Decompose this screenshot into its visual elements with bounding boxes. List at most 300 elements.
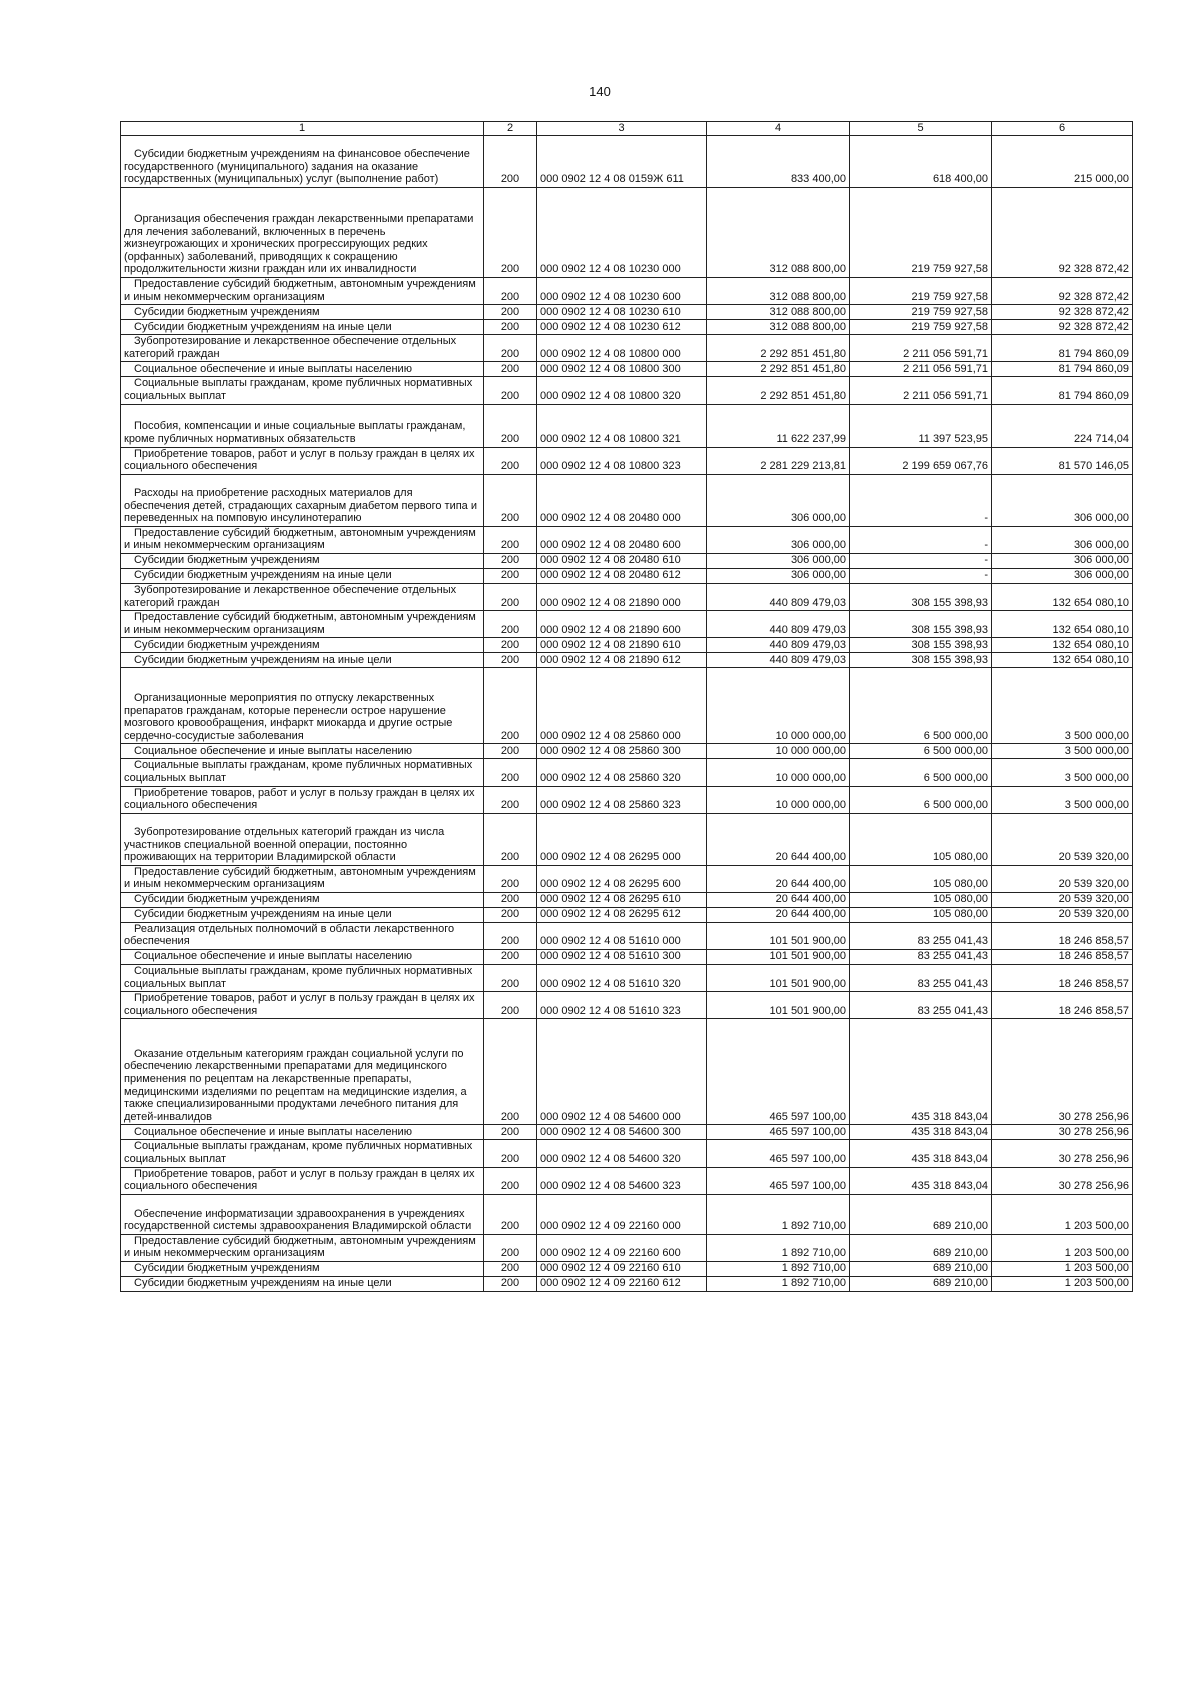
table-row — [121, 1140, 1133, 1167]
row-unexecuted-amount: 20 539 320,00 — [992, 892, 1133, 907]
row-name-text: Субсидии бюджетным учреждениям на иные цели — [134, 1277, 392, 1290]
table-row — [121, 1194, 1133, 1234]
row-unexecuted-amount: 30 278 256,96 — [992, 1019, 1133, 1125]
row-budget-code: 000 0902 12 4 08 54600 320 — [537, 1140, 707, 1167]
row-approved-amount: 306 000,00 — [707, 474, 850, 526]
row-budget-code: 000 0902 12 4 08 20480 610 — [537, 553, 707, 568]
row-unexecuted-amount: 132 654 080,10 — [992, 611, 1133, 638]
row-code: 200 — [484, 568, 537, 583]
table-row — [121, 865, 1133, 892]
row-unexecuted-amount: 306 000,00 — [992, 526, 1133, 553]
row-executed-amount: 308 155 398,93 — [850, 638, 992, 653]
table-row — [121, 305, 1133, 320]
row-code: 200 — [484, 1234, 537, 1261]
row-name — [121, 188, 484, 278]
row-executed-amount: 435 318 843,04 — [850, 1125, 992, 1140]
row-name-text: Социальное обеспечение и иные выплаты населению — [134, 362, 412, 375]
row-unexecuted-amount: 92 328 872,42 — [992, 305, 1133, 320]
row-approved-amount: 11 622 237,99 — [707, 404, 850, 447]
table-row — [121, 965, 1133, 992]
column-header: 1 — [121, 122, 484, 136]
row-executed-amount: 6 500 000,00 — [850, 759, 992, 786]
row-name — [121, 447, 484, 474]
table-row — [121, 638, 1133, 653]
row-executed-amount: 2 211 056 591,71 — [850, 335, 992, 362]
table-row — [121, 813, 1133, 865]
row-name — [121, 335, 484, 362]
row-approved-amount: 440 809 479,03 — [707, 638, 850, 653]
row-name-text: Субсидии бюджетным учреждениям на иные цели — [134, 908, 392, 921]
row-approved-amount: 440 809 479,03 — [707, 653, 850, 668]
row-approved-amount: 2 281 229 213,81 — [707, 447, 850, 474]
row-unexecuted-amount: 18 246 858,57 — [992, 922, 1133, 949]
row-approved-amount: 440 809 479,03 — [707, 583, 850, 610]
row-budget-code: 000 0902 12 4 08 26295 600 — [537, 865, 707, 892]
row-name-text: Предоставление субсидий бюджетным, автономным учреждениям и иным некоммерческим организациям — [124, 1234, 476, 1260]
row-code: 200 — [484, 922, 537, 949]
row-budget-code: 000 0902 12 4 08 25860 000 — [537, 668, 707, 744]
row-code: 200 — [484, 474, 537, 526]
row-approved-amount: 101 501 900,00 — [707, 965, 850, 992]
row-approved-amount: 1 892 710,00 — [707, 1277, 850, 1292]
row-name-text: Зубопротезирование отдельных категорий граждан из числа участников специальной военной операции, постоянно проживающих на территории Владимирской области — [124, 825, 445, 864]
row-name-text: Предоставление субсидий бюджетным, автономным учреждениям и иным некоммерческим организациям — [124, 865, 476, 891]
column-header: 3 — [537, 122, 707, 136]
row-budget-code: 000 0902 12 4 08 54600 000 — [537, 1019, 707, 1125]
column-header: 2 — [484, 122, 537, 136]
row-approved-amount: 1 892 710,00 — [707, 1194, 850, 1234]
row-approved-amount: 465 597 100,00 — [707, 1019, 850, 1125]
row-code: 200 — [484, 526, 537, 553]
table-row — [121, 668, 1133, 744]
row-name — [121, 786, 484, 813]
row-executed-amount: 308 155 398,93 — [850, 583, 992, 610]
row-name — [121, 907, 484, 922]
row-name — [121, 583, 484, 610]
row-budget-code: 000 0902 12 4 08 26295 610 — [537, 892, 707, 907]
row-budget-code: 000 0902 12 4 08 51610 300 — [537, 950, 707, 965]
row-executed-amount: 219 759 927,58 — [850, 320, 992, 335]
row-unexecuted-amount: 3 500 000,00 — [992, 759, 1133, 786]
row-name-text: Приобретение товаров, работ и услуг в пользу граждан в целях их социального обеспечения — [124, 447, 475, 473]
budget-table — [120, 121, 1133, 1292]
row-name — [121, 305, 484, 320]
row-executed-amount: 83 255 041,43 — [850, 992, 992, 1019]
row-name-text: Расходы на приобретение расходных материалов для обеспечения детей, страдающих сахарным диабетом первого типа и переведенных на помповую инсулинотерапию — [124, 486, 477, 525]
row-code: 200 — [484, 744, 537, 759]
row-executed-amount: 219 759 927,58 — [850, 188, 992, 278]
row-approved-amount: 10 000 000,00 — [707, 668, 850, 744]
row-approved-amount: 465 597 100,00 — [707, 1140, 850, 1167]
row-name — [121, 611, 484, 638]
row-name — [121, 1167, 484, 1194]
row-approved-amount: 20 644 400,00 — [707, 865, 850, 892]
row-name — [121, 965, 484, 992]
row-unexecuted-amount: 132 654 080,10 — [992, 638, 1133, 653]
row-approved-amount: 833 400,00 — [707, 136, 850, 188]
row-unexecuted-amount: 81 570 146,05 — [992, 447, 1133, 474]
row-name — [121, 553, 484, 568]
row-approved-amount: 2 292 851 451,80 — [707, 377, 850, 404]
row-approved-amount: 2 292 851 451,80 — [707, 335, 850, 362]
row-approved-amount: 10 000 000,00 — [707, 759, 850, 786]
row-code: 200 — [484, 1167, 537, 1194]
row-budget-code: 000 0902 12 4 08 26295 000 — [537, 813, 707, 865]
row-budget-code: 000 0902 12 4 08 26295 612 — [537, 907, 707, 922]
row-approved-amount: 101 501 900,00 — [707, 950, 850, 965]
row-code: 200 — [484, 892, 537, 907]
row-name — [121, 1194, 484, 1234]
row-unexecuted-amount: 92 328 872,42 — [992, 320, 1133, 335]
row-name-text: Предоставление субсидий бюджетным, автономным учреждениям и иным некоммерческим организациям — [124, 611, 476, 636]
row-executed-amount: 83 255 041,43 — [850, 950, 992, 965]
row-budget-code: 000 0902 12 4 08 20480 612 — [537, 568, 707, 583]
row-unexecuted-amount: 306 000,00 — [992, 474, 1133, 526]
row-name-text: Субсидии бюджетным учреждениям — [134, 554, 320, 567]
row-name-text: Социальные выплаты гражданам, кроме публичных нормативных социальных выплат — [124, 759, 473, 784]
row-unexecuted-amount: 20 539 320,00 — [992, 865, 1133, 892]
row-name-text: Оказание отдельным категориям граждан социальной услуги по обеспечению лекарственными препаратами для медицинского применения по рецептам на лекарственные препараты, медицинскими изделиями по рецептам на медицинские изделия, а также специализированными продуктами лечебного питания для детей-инвалидов — [124, 1047, 467, 1123]
row-approved-amount: 306 000,00 — [707, 568, 850, 583]
row-name-text: Субсидии бюджетным учреждениям на иные цели — [134, 653, 392, 666]
row-approved-amount: 10 000 000,00 — [707, 744, 850, 759]
row-name — [121, 892, 484, 907]
column-header: 4 — [707, 122, 850, 136]
row-code: 200 — [484, 1019, 537, 1125]
row-unexecuted-amount: 306 000,00 — [992, 553, 1133, 568]
row-executed-amount: 105 080,00 — [850, 907, 992, 922]
row-budget-code: 000 0902 12 4 08 10800 320 — [537, 377, 707, 404]
row-name-text: Социальные выплаты гражданам, кроме публичных нормативных социальных выплат — [124, 377, 473, 402]
row-code: 200 — [484, 320, 537, 335]
row-executed-amount: 435 318 843,04 — [850, 1140, 992, 1167]
row-unexecuted-amount: 132 654 080,10 — [992, 583, 1133, 610]
row-unexecuted-amount: 1 203 500,00 — [992, 1194, 1133, 1234]
row-code: 200 — [484, 965, 537, 992]
row-name-text: Социальное обеспечение и иные выплаты населению — [134, 950, 412, 963]
row-executed-amount: 6 500 000,00 — [850, 744, 992, 759]
row-code: 200 — [484, 638, 537, 653]
row-code: 200 — [484, 907, 537, 922]
row-budget-code: 000 0902 12 4 08 10800 300 — [537, 362, 707, 377]
row-code: 200 — [484, 377, 537, 404]
row-name-text: Социальные выплаты гражданам, кроме публичных нормативных социальных выплат — [124, 965, 473, 990]
table-row — [121, 759, 1133, 786]
row-budget-code: 000 0902 12 4 08 25860 320 — [537, 759, 707, 786]
row-code: 200 — [484, 813, 537, 865]
table-row — [121, 526, 1133, 553]
row-budget-code: 000 0902 12 4 08 51610 323 — [537, 992, 707, 1019]
row-name — [121, 1125, 484, 1140]
row-name — [121, 362, 484, 377]
row-budget-code: 000 0902 12 4 08 51610 000 — [537, 922, 707, 949]
row-budget-code: 000 0902 12 4 08 25860 300 — [537, 744, 707, 759]
table-row — [121, 188, 1133, 278]
row-name — [121, 1277, 484, 1292]
table-row — [121, 362, 1133, 377]
row-name — [121, 865, 484, 892]
row-executed-amount: 435 318 843,04 — [850, 1019, 992, 1125]
row-unexecuted-amount: 306 000,00 — [992, 568, 1133, 583]
row-budget-code: 000 0902 12 4 08 20480 600 — [537, 526, 707, 553]
row-budget-code: 000 0902 12 4 08 21890 612 — [537, 653, 707, 668]
row-unexecuted-amount: 18 246 858,57 — [992, 965, 1133, 992]
row-budget-code: 000 0902 12 4 08 10800 323 — [537, 447, 707, 474]
row-name-text: Предоставление субсидий бюджетным, автономным учреждениям и иным некоммерческим организациям — [124, 526, 476, 552]
column-header: 5 — [850, 122, 992, 136]
row-budget-code: 000 0902 12 4 08 10230 612 — [537, 320, 707, 335]
row-code: 200 — [484, 335, 537, 362]
column-header: 6 — [992, 122, 1133, 136]
row-approved-amount: 312 088 800,00 — [707, 320, 850, 335]
row-executed-amount: 308 155 398,93 — [850, 611, 992, 638]
row-approved-amount: 10 000 000,00 — [707, 786, 850, 813]
row-approved-amount: 1 892 710,00 — [707, 1234, 850, 1261]
row-code: 200 — [484, 136, 537, 188]
row-code: 200 — [484, 865, 537, 892]
table-row — [121, 447, 1133, 474]
row-approved-amount: 101 501 900,00 — [707, 922, 850, 949]
row-name-text: Социальное обеспечение и иные выплаты населению — [134, 1125, 412, 1138]
row-name — [121, 526, 484, 553]
row-executed-amount: 83 255 041,43 — [850, 965, 992, 992]
table-row — [121, 377, 1133, 404]
table-row — [121, 136, 1133, 188]
row-budget-code: 000 0902 12 4 09 22160 600 — [537, 1234, 707, 1261]
row-executed-amount: 11 397 523,95 — [850, 404, 992, 447]
row-executed-amount: 308 155 398,93 — [850, 653, 992, 668]
row-name — [121, 1019, 484, 1125]
row-name-text: Социальные выплаты гражданам, кроме публичных нормативных социальных выплат — [124, 1140, 473, 1166]
table-row — [121, 922, 1133, 949]
row-name — [121, 922, 484, 949]
row-unexecuted-amount: 92 328 872,42 — [992, 278, 1133, 305]
row-approved-amount: 20 644 400,00 — [707, 892, 850, 907]
row-executed-amount: 2 211 056 591,71 — [850, 377, 992, 404]
row-unexecuted-amount: 3 500 000,00 — [992, 668, 1133, 744]
row-executed-amount: 105 080,00 — [850, 892, 992, 907]
row-approved-amount: 306 000,00 — [707, 553, 850, 568]
row-name-text: Субсидии бюджетным учреждениям на финансовое обеспечение государственного (муниципального) задания на оказание государственных (муниципальных) услуг (выполнение работ) — [124, 148, 470, 186]
row-unexecuted-amount: 81 794 860,09 — [992, 335, 1133, 362]
row-name — [121, 1140, 484, 1167]
row-name-text: Зубопротезирование и лекарственное обеспечение отдельных категорий граждан — [124, 583, 457, 609]
row-name — [121, 992, 484, 1019]
table-row — [121, 583, 1133, 610]
row-executed-amount: 219 759 927,58 — [850, 305, 992, 320]
row-name — [121, 377, 484, 404]
row-code: 200 — [484, 583, 537, 610]
table-row — [121, 744, 1133, 759]
row-approved-amount: 312 088 800,00 — [707, 188, 850, 278]
row-code: 200 — [484, 668, 537, 744]
table-row — [121, 335, 1133, 362]
row-executed-amount: - — [850, 526, 992, 553]
row-approved-amount: 20 644 400,00 — [707, 907, 850, 922]
row-executed-amount: 435 318 843,04 — [850, 1167, 992, 1194]
row-name — [121, 744, 484, 759]
row-name — [121, 653, 484, 668]
row-budget-code: 000 0902 12 4 08 0159Ж 611 — [537, 136, 707, 188]
row-code: 200 — [484, 447, 537, 474]
row-code: 200 — [484, 950, 537, 965]
row-name — [121, 404, 484, 447]
row-executed-amount: 618 400,00 — [850, 136, 992, 188]
row-executed-amount: 2 211 056 591,71 — [850, 362, 992, 377]
table-row — [121, 611, 1133, 638]
row-executed-amount: 6 500 000,00 — [850, 786, 992, 813]
row-unexecuted-amount: 3 500 000,00 — [992, 786, 1133, 813]
row-executed-amount: - — [850, 474, 992, 526]
table-row — [121, 1277, 1133, 1292]
row-budget-code: 000 0902 12 4 08 21890 610 — [537, 638, 707, 653]
row-code: 200 — [484, 1194, 537, 1234]
row-name-text: Организационные мероприятия по отпуску лекарственных препаратов гражданам, которые перенесли острое нарушение мозгового кровообращения, инфаркт миокарда и другие острые сердечно-сосудистые заболевания — [124, 691, 453, 742]
row-name-text: Зубопротезирование и лекарственное обеспечение отдельных категорий граждан — [124, 335, 457, 360]
table-row — [121, 950, 1133, 965]
row-name — [121, 813, 484, 865]
table-row — [121, 404, 1133, 447]
table-row — [121, 1262, 1133, 1277]
row-executed-amount: 83 255 041,43 — [850, 922, 992, 949]
row-unexecuted-amount: 224 714,04 — [992, 404, 1133, 447]
row-budget-code: 000 0902 12 4 08 10230 600 — [537, 278, 707, 305]
table-row — [121, 553, 1133, 568]
table-row — [121, 474, 1133, 526]
row-code: 200 — [484, 1125, 537, 1140]
table-row — [121, 1125, 1133, 1140]
table-row — [121, 653, 1133, 668]
row-name-text: Предоставление субсидий бюджетным, автономным учреждениям и иным некоммерческим организациям — [124, 278, 476, 303]
row-budget-code: 000 0902 12 4 08 20480 000 — [537, 474, 707, 526]
row-executed-amount: 689 210,00 — [850, 1194, 992, 1234]
row-budget-code: 000 0902 12 4 08 21890 600 — [537, 611, 707, 638]
row-approved-amount: 20 644 400,00 — [707, 813, 850, 865]
row-name — [121, 568, 484, 583]
table-row — [121, 907, 1133, 922]
row-name-text: Реализация отдельных полномочий в области лекарственного обеспечения — [124, 922, 455, 948]
row-code: 200 — [484, 278, 537, 305]
row-name — [121, 1234, 484, 1261]
table-row — [121, 1234, 1133, 1261]
row-approved-amount: 101 501 900,00 — [707, 992, 850, 1019]
row-unexecuted-amount: 1 203 500,00 — [992, 1277, 1133, 1292]
row-code: 200 — [484, 1277, 537, 1292]
row-executed-amount: 6 500 000,00 — [850, 668, 992, 744]
row-code: 200 — [484, 553, 537, 568]
row-code: 200 — [484, 786, 537, 813]
row-name — [121, 320, 484, 335]
row-unexecuted-amount: 18 246 858,57 — [992, 992, 1133, 1019]
row-name-text: Субсидии бюджетным учреждениям — [134, 638, 320, 651]
row-executed-amount: - — [850, 553, 992, 568]
row-approved-amount: 312 088 800,00 — [707, 305, 850, 320]
row-executed-amount: 689 210,00 — [850, 1234, 992, 1261]
row-unexecuted-amount: 30 278 256,96 — [992, 1125, 1133, 1140]
row-unexecuted-amount: 81 794 860,09 — [992, 362, 1133, 377]
table-row — [121, 320, 1133, 335]
row-unexecuted-amount: 215 000,00 — [992, 136, 1133, 188]
row-name-text: Приобретение товаров, работ и услуг в пользу граждан в целях их социального обеспечения — [124, 786, 475, 812]
row-unexecuted-amount: 81 794 860,09 — [992, 377, 1133, 404]
row-code: 200 — [484, 1140, 537, 1167]
row-code: 200 — [484, 992, 537, 1019]
row-budget-code: 000 0902 12 4 09 22160 000 — [537, 1194, 707, 1234]
row-approved-amount: 1 892 710,00 — [707, 1262, 850, 1277]
row-name — [121, 759, 484, 786]
row-executed-amount: 689 210,00 — [850, 1277, 992, 1292]
table-row — [121, 786, 1133, 813]
row-unexecuted-amount: 20 539 320,00 — [992, 813, 1133, 865]
row-code: 200 — [484, 305, 537, 320]
table-row — [121, 892, 1133, 907]
table-row — [121, 1019, 1133, 1125]
row-executed-amount: 219 759 927,58 — [850, 278, 992, 305]
row-code: 200 — [484, 611, 537, 638]
row-code: 200 — [484, 653, 537, 668]
row-code: 200 — [484, 404, 537, 447]
row-budget-code: 000 0902 12 4 08 10230 610 — [537, 305, 707, 320]
row-approved-amount: 465 597 100,00 — [707, 1125, 850, 1140]
row-name — [121, 474, 484, 526]
row-approved-amount: 2 292 851 451,80 — [707, 362, 850, 377]
row-code: 200 — [484, 362, 537, 377]
row-executed-amount: 689 210,00 — [850, 1262, 992, 1277]
row-approved-amount: 465 597 100,00 — [707, 1167, 850, 1194]
row-name — [121, 136, 484, 188]
row-name — [121, 668, 484, 744]
row-approved-amount: 306 000,00 — [707, 526, 850, 553]
row-budget-code: 000 0902 12 4 08 54600 300 — [537, 1125, 707, 1140]
row-name-text: Социальное обеспечение и иные выплаты населению — [134, 744, 412, 757]
row-name — [121, 950, 484, 965]
row-budget-code: 000 0902 12 4 08 10230 000 — [537, 188, 707, 278]
row-budget-code: 000 0902 12 4 09 22160 610 — [537, 1262, 707, 1277]
row-unexecuted-amount: 30 278 256,96 — [992, 1167, 1133, 1194]
row-budget-code: 000 0902 12 4 08 54600 323 — [537, 1167, 707, 1194]
row-name-text: Пособия, компенсации и иные социальные выплаты гражданам, кроме публичных нормативных обязательств — [124, 420, 466, 445]
row-code: 200 — [484, 188, 537, 278]
row-executed-amount: - — [850, 568, 992, 583]
row-name-text: Субсидии бюджетным учреждениям — [134, 305, 320, 318]
row-name — [121, 278, 484, 305]
row-executed-amount: 105 080,00 — [850, 813, 992, 865]
row-executed-amount: 105 080,00 — [850, 865, 992, 892]
table-row — [121, 568, 1133, 583]
row-name-text: Субсидии бюджетным учреждениям — [134, 893, 320, 906]
row-name-text: Субсидии бюджетным учреждениям на иные цели — [134, 569, 392, 582]
page-number: 140 — [589, 84, 611, 99]
row-unexecuted-amount: 3 500 000,00 — [992, 744, 1133, 759]
row-name — [121, 638, 484, 653]
table-row — [121, 278, 1133, 305]
row-unexecuted-amount: 1 203 500,00 — [992, 1234, 1133, 1261]
row-approved-amount: 440 809 479,03 — [707, 611, 850, 638]
table-row — [121, 1167, 1133, 1194]
row-name — [121, 1262, 484, 1277]
row-budget-code: 000 0902 12 4 08 10800 321 — [537, 404, 707, 447]
row-name-text: Приобретение товаров, работ и услуг в пользу граждан в целях их социального обеспечения — [124, 992, 475, 1017]
budget-table-body — [121, 122, 1133, 1292]
row-budget-code: 000 0902 12 4 08 25860 323 — [537, 786, 707, 813]
row-unexecuted-amount: 30 278 256,96 — [992, 1140, 1133, 1167]
row-name-text: Субсидии бюджетным учреждениям на иные цели — [134, 320, 392, 333]
table-row — [121, 992, 1133, 1019]
row-code: 200 — [484, 1262, 537, 1277]
row-name-text: Субсидии бюджетным учреждениям — [134, 1262, 320, 1275]
row-name-text: Организация обеспечения граждан лекарственными препаратами для лечения заболеваний, включенных в перечень жизнеугрожающих и хронических прогрессирующих редких (орфанных) заболеваний, приводящих к сокращению продолжительности жизни граждан или их инвалидности — [124, 213, 474, 276]
row-unexecuted-amount: 1 203 500,00 — [992, 1262, 1133, 1277]
